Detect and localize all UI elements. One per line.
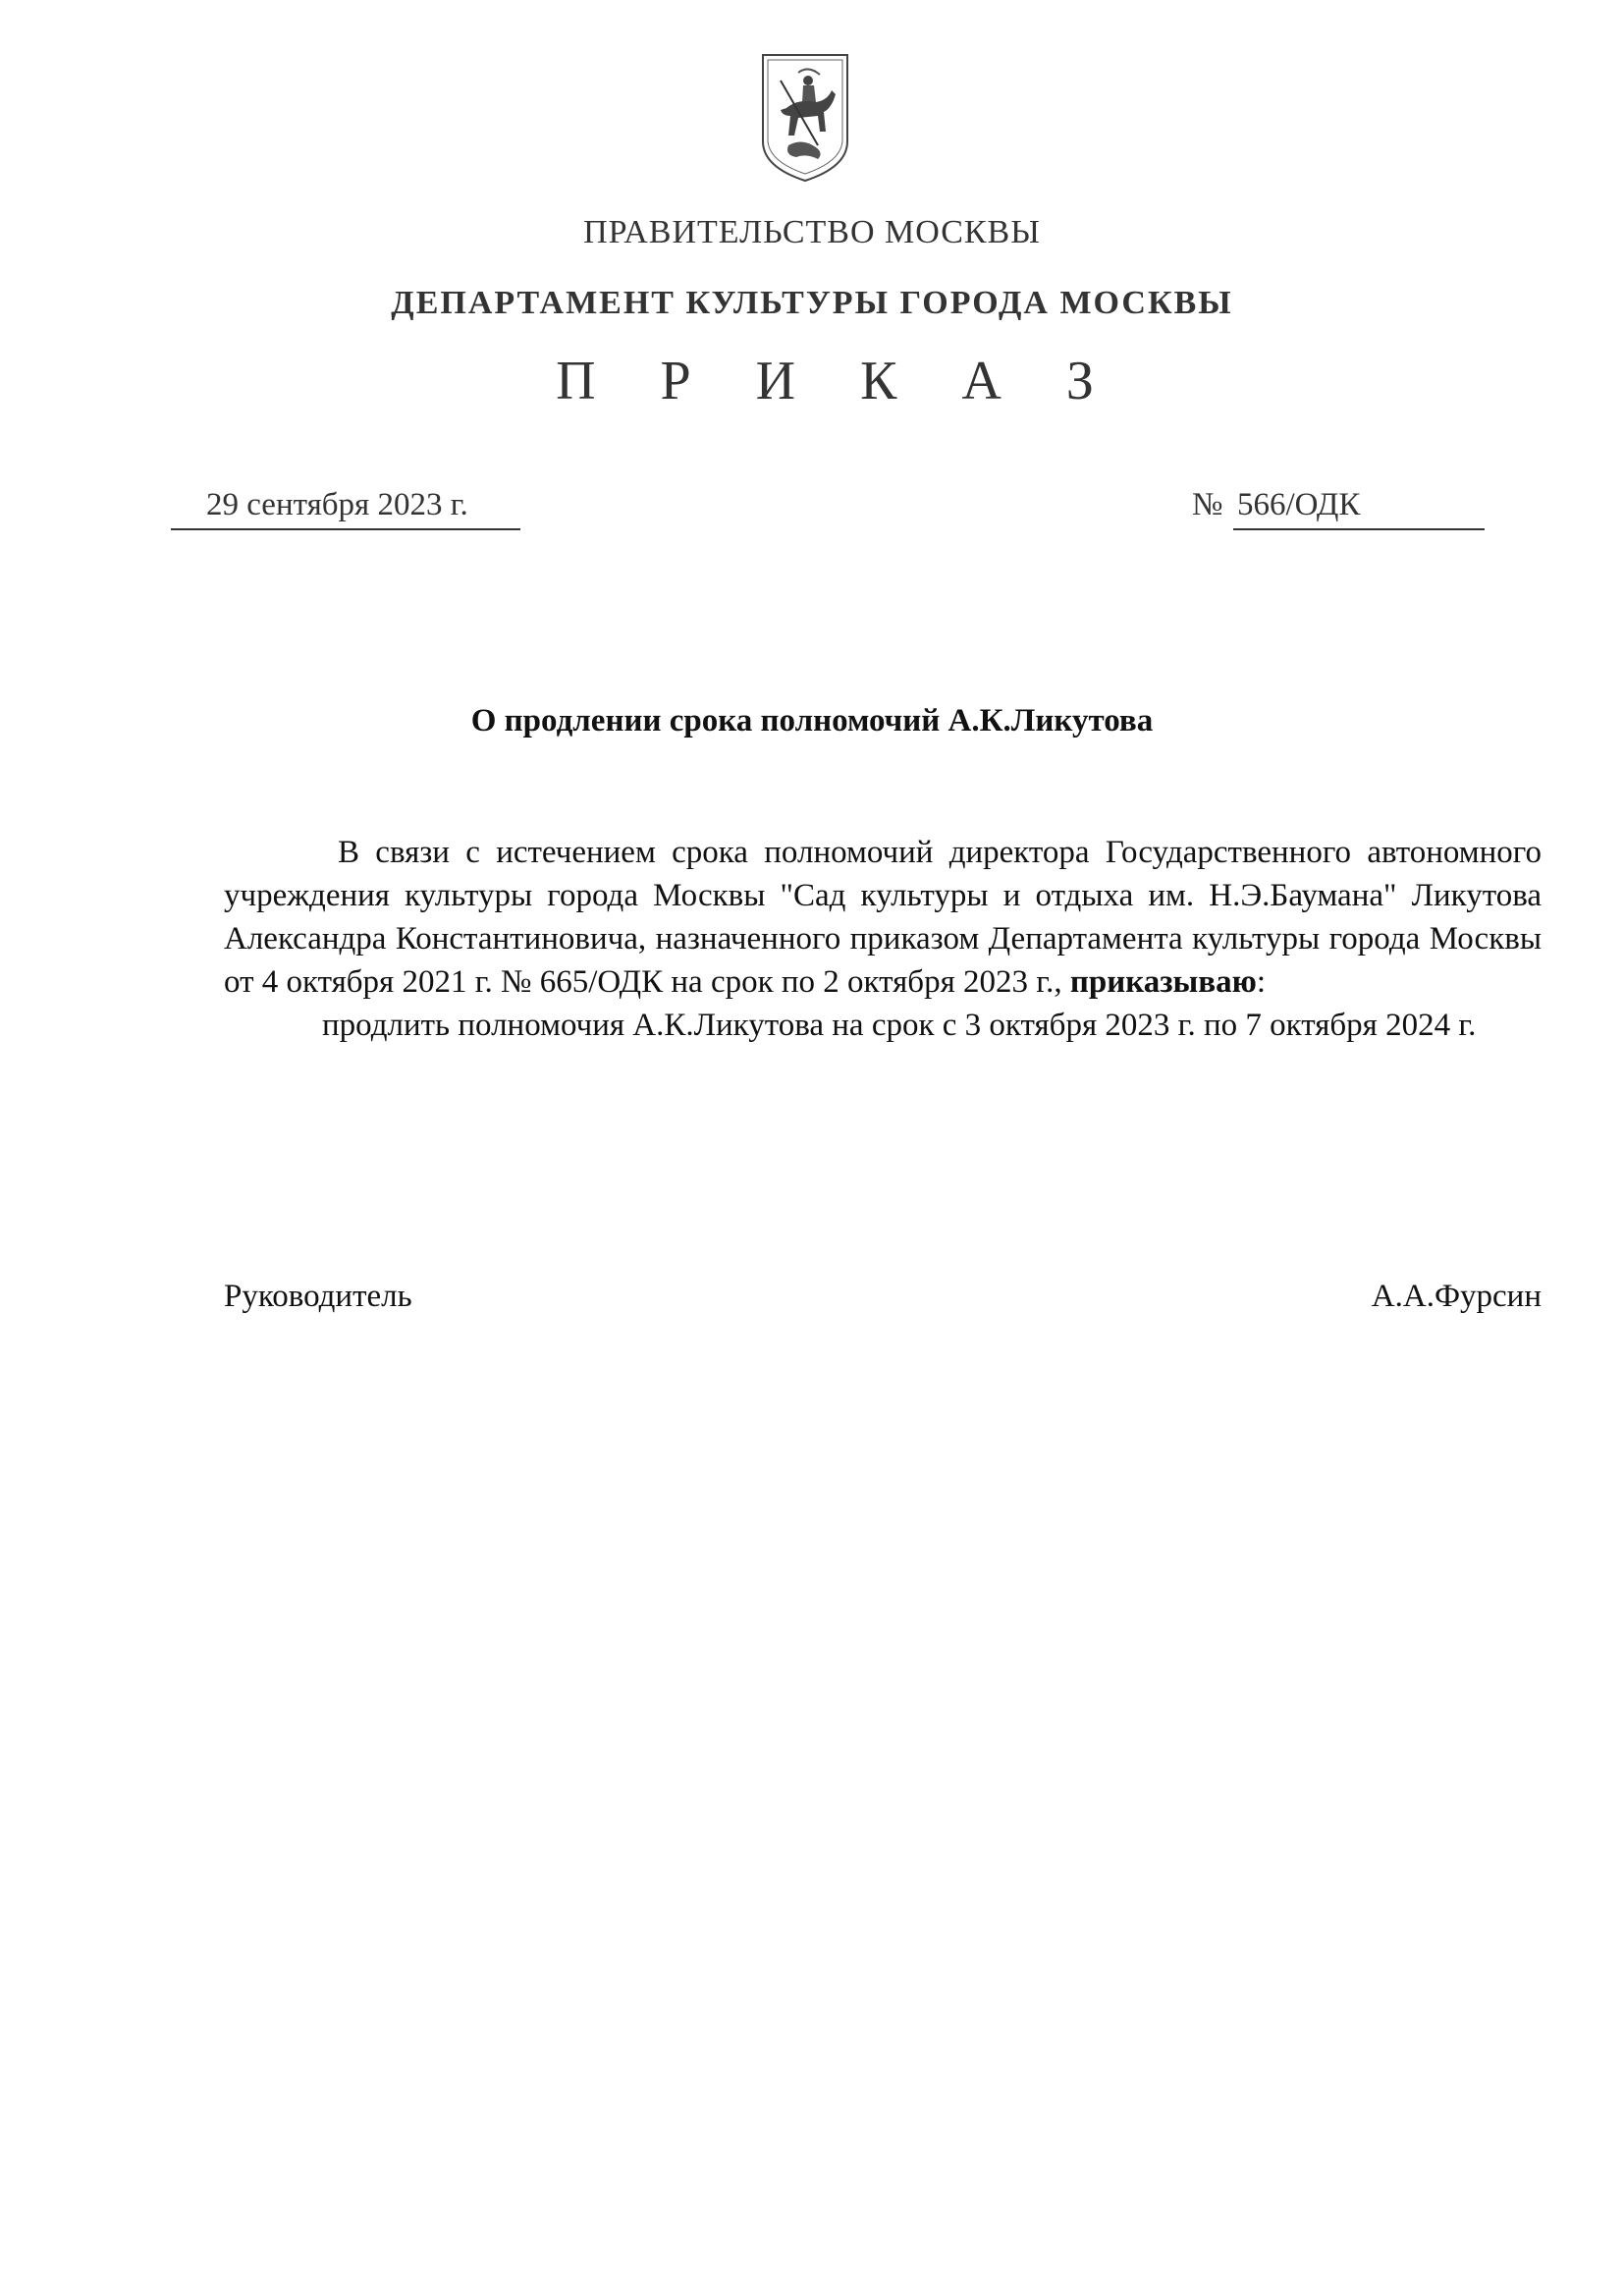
document-type-title: П Р И К А З [556, 351, 1119, 411]
order-number-label: № [1192, 487, 1223, 522]
body-paragraph-1 [224, 831, 1542, 1004]
order-number: 566/ОДК [1237, 487, 1361, 522]
department-title: ДЕПАРТАМЕНТ КУЛЬТУРЫ ГОРОДА МОСКВЫ [391, 285, 1233, 321]
body-paragraph-1-text: В связи с истечением срока полномочий директора Государственного автономного учреждения культуры города Москвы "Сад культуры и отдыха им. Н.Э.Баумана" Ликутова Александра Константиновича, назначенного приказом Департамента культуры города Москвы от 4 октября 2021 г. № 665/ОДК на срок по 2 октября 2023 г., [224, 835, 1542, 1000]
body-paragraph-2: продлить полномочия А.К.Ликутова на срок с 3 октября 2023 г. по 7 октября 2024 г. [322, 1008, 1477, 1043]
order-date-field [171, 487, 520, 530]
order-number-field [1233, 487, 1485, 530]
government-title: ПРАВИТЕЛЬСТВО МОСКВЫ [583, 214, 1041, 250]
signatory-role: Руководитель [224, 1279, 412, 1314]
body-paragraph-1-bold: приказываю [1069, 964, 1257, 1000]
order-body [224, 831, 1542, 1047]
order-subject: О продлении срока полномочий А.К.Ликутова [470, 703, 1154, 738]
order-date: 29 сентября 2023 г. [206, 487, 468, 522]
signatory-name: А.А.Фурсин [1371, 1279, 1542, 1314]
moscow-coat-of-arms-icon [759, 51, 851, 185]
body-paragraph-1-end: : [1256, 964, 1266, 1000]
